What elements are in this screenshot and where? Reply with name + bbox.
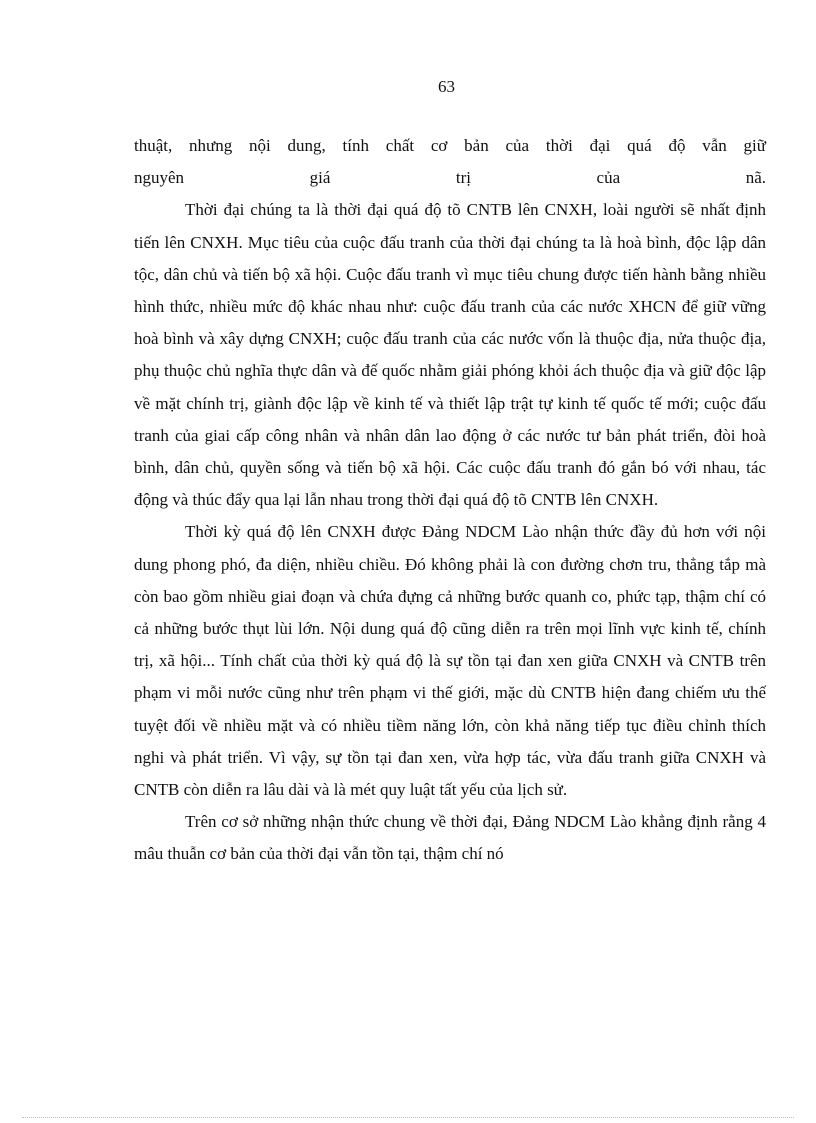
page-bottom-divider	[22, 1117, 794, 1118]
paragraph-4: Trên cơ sở những nhận thức chung về thời đại, Đảng NDCM Lào khẳng định rằng 4 mâu thuẫn cơ bản của thời đại vẫn tồn tại, thậm chí nó	[134, 812, 766, 864]
document-body	[134, 130, 766, 871]
paragraph-3: Thời kỳ quá độ lên CNXH được Đảng NDCM Lào nhận thức đầy đủ hơn với nội dung phong phó, đa diện, nhiều chiều. Đó không phải là con đường chơn tru, thẳng tắp mà còn bao gồm nhiều giai đoạn và chứa đựng cả những bước quanh co, phức tạp, thậm chí có cả những bước thụt lùi lớn. Nội dung quá độ cũng diễn ra trên mọi lĩnh vực kinh tế, chính trị, xã hội... Tính chất của thời kỳ quá độ là sự tồn tại đan xen giữa CNXH và CNTB trên phạm vi mỗi nước cũng như trên phạm vi thế giới, mặc dù CNTB hiện đang chiếm ưu thế tuyệt đối về nhiều mặt và có nhiều tiềm năng lớn, còn khả năng tiếp tục điều chỉnh thích nghi và phát triển. Vì vậy, sự tồn tại đan xen, vừa hợp tác, vừa đấu tranh giữa CNXH và CNTB còn diễn ra lâu dài và là mét quy luật tất yếu của lịch sử.	[134, 522, 766, 800]
paragraph-1-line-1: thuật, nhưng nội dung, tính chất cơ bản của thời đại quá độ vẫn giữ	[134, 136, 766, 155]
page-number: 63	[438, 77, 455, 96]
paragraph-1-line-2: nguyên giá trị của nã.	[134, 168, 766, 188]
paragraph-2: Thời đại chúng ta là thời đại quá độ tõ CNTB lên CNXH, loài người sẽ nhất định tiến lên CNXH. Mục tiêu của cuộc đấu tranh của thời đại chúng ta là hoà bình, độc lập dân tộc, dân chủ và tiến bộ xã hội. Cuộc đấu tranh vì mục tiêu chung được tiến hành bằng nhiều hình thức, nhiều mức độ khác nhau như: cuộc đấu tranh của các nước XHCN để giữ vững hoà bình và xây dựng CNXH; cuộc đấu tranh của các nước vốn là thuộc địa, nửa thuộc địa, phụ thuộc chủ nghĩa thực dân và đế quốc nhằm giải phóng khỏi ách thuộc địa và giữ độc lập về mặt chính trị, giành độc lập về kinh tế và thiết lập trật tự kinh tế quốc tế mới; cuộc đấu tranh của giai cấp công nhân và nhân dân lao động ở các nước tư bản phát triển, đòi hoà bình, dân chủ, quyền sống và tiến bộ xã hội. Các cuộc đấu tranh đó gắn bó với nhau, tác động và thúc đẩy qua lại lẫn nhau trong thời đại quá độ tõ CNTB lên CNXH.	[134, 200, 766, 510]
paragraph-1	[134, 130, 766, 194]
